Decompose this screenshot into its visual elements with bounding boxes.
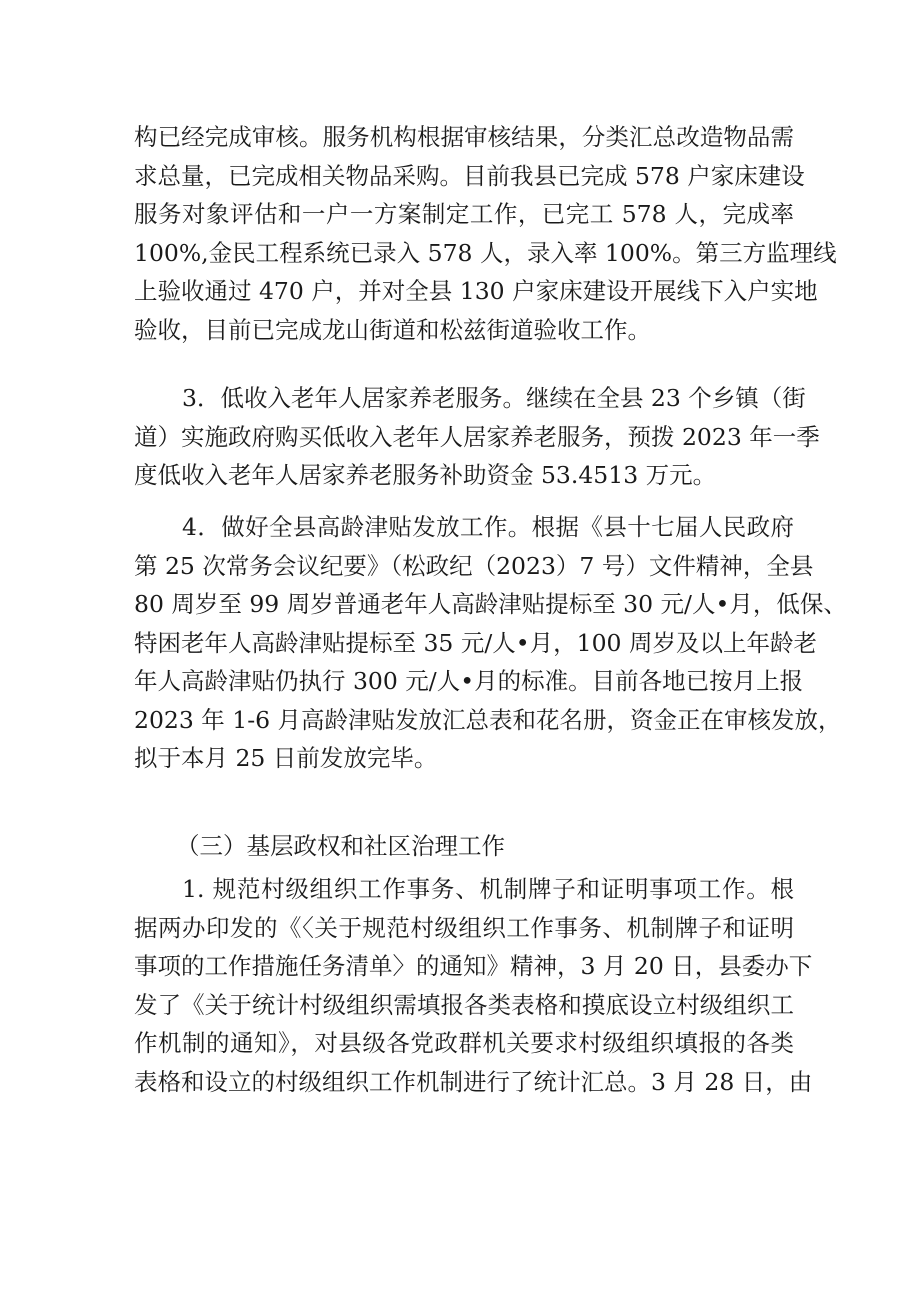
paragraph-home-bed-construction (134, 118, 837, 349)
text-line: 第 25 次常务会议纪要》（松政纪（2023）7 号）文件精神，全县 (134, 551, 814, 580)
text-line: 表格和设立的村级组织工作机制进行了统计汇总。3 月 28 日，由 (134, 1067, 813, 1096)
text-line: 3．低收入老年人居家养老服务。继续在全县 23 个乡镇（街 (182, 384, 806, 412)
text-line: 求总量，已完成相关物品采购。目前我县已完成 578 户家床建设 (134, 161, 805, 190)
section-heading: （三）基层政权和社区治理工作 (176, 832, 505, 860)
text-line: 拟于本月 25 日前发放完毕。 (134, 744, 438, 772)
paragraph-low-income-elderly-care (134, 379, 820, 495)
text-line: 上验收通过 470 户，并对全县 130 户家床建设开展线下入户实地 (134, 277, 818, 305)
text-line: 特困老年人高龄津贴提标至 35 元/人•月，100 周岁及以上年龄老 (134, 628, 817, 657)
text-line: 年人高龄津贴仍执行 300 元/人•月的标准。目前各地已按月上报 (134, 667, 804, 695)
text-line: 构已经完成审核。服务机构根据审核结果，分类汇总改造物品需 (134, 123, 794, 151)
text-line: 2023 年 1-6 月高龄津贴发放汇总表和花名册，资金正在审核发放， (134, 705, 842, 734)
paragraph-senior-allowance (134, 508, 847, 778)
text-line: 道）实施政府购买低收入老年人居家养老服务，预拨 2023 年一季 (134, 422, 820, 451)
text-line: 服务对象评估和一户一方案制定工作，已完工 578 人，完成率 (134, 200, 794, 228)
text-line: 1. 规范村级组织工作事务、机制牌子和证明事项工作。根 (182, 875, 794, 903)
paragraph-village-organization-work (134, 870, 813, 1101)
text-line: 4．做好全县高龄津贴发放工作。根据《县十七届人民政府 (182, 513, 794, 541)
text-line: 验收，目前已完成龙山街道和松兹街道验收工作。 (134, 315, 651, 344)
text-line: 80 周岁至 99 周岁普通老年人高龄津贴提标至 30 元/人•月，低保、 (134, 590, 847, 618)
text-line: 度低收入老年人居家养老服务补助资金 53.4513 万元。 (134, 461, 717, 489)
text-line: 事项的工作措施任务清单〉的通知》精神，3 月 20 日，县委办下 (134, 952, 813, 980)
text-line: 发了《关于统计村级组织需填报各类表格和摸底设立村级组织工 (134, 990, 794, 1019)
text-line: 作机制的通知》，对县级各党政群机关要求村级组织填报的各类 (134, 1029, 794, 1057)
text-line: 100%,金民工程系统已录入 578 人，录入率 100%。第三方监理线 (134, 238, 837, 267)
text-line: 据两办印发的《〈关于规范村级组织工作事务、机制牌子和证明 (134, 913, 794, 942)
